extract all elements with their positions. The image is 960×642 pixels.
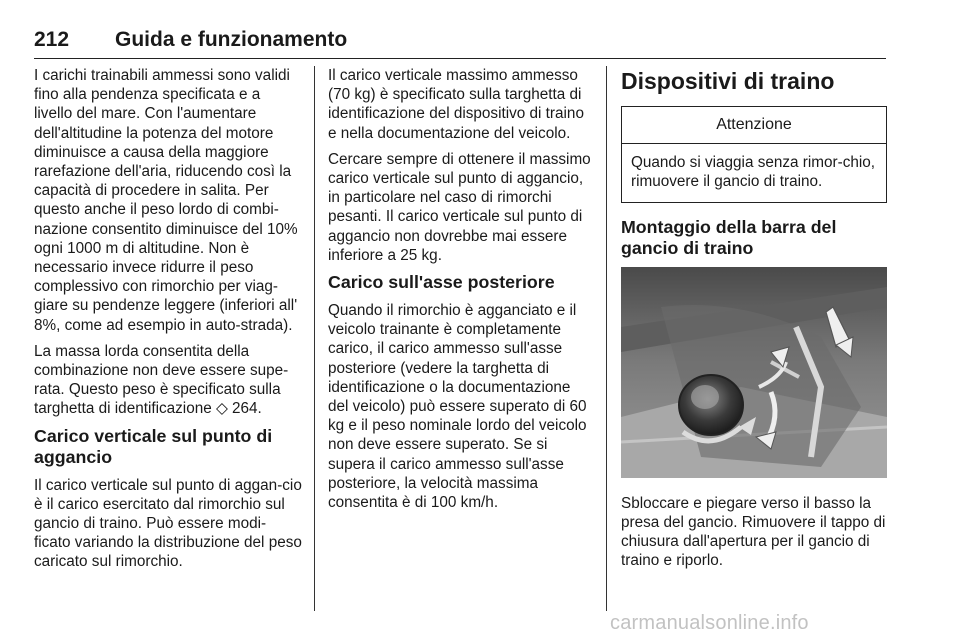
section-title-towing-devices: Dispositivi di traino [621,68,835,94]
paragraph-trailer-loads: I carichi trainabili ammessi sono validi fino alla pendenza specificata e a livello del mare. Con l'aumentare dell'altitudine la potenza del motore diminuisce a causa della maggiore rarefazione dell'aria, riducendo così la capacità di procedere in salita. Per questo anche il peso lordo di combi-nazione consentito diminuisce del 10% ogni 1000 m di altitudine. Non è necessario invece ridurre il peso complessivo con rimorchio per viag-giare su pendenze leggere (inferiori all' 8%, come ad esempio in auto-strada). [34,67,298,334]
photo-caption: Sbloccare e piegare verso il basso la presa del gancio. Rimuovere il tappo di chiusura dall'apertura per il gancio di traino e riporlo. [621,494,886,570]
paragraph-gross-mass [34,342,302,419]
chapter-title: Guida e funzionamento [115,28,348,51]
column-divider [606,66,607,611]
heading-vertical-load: Carico verticale sul punto di aggancio [34,425,273,467]
page-number: 212 [34,28,70,51]
column-divider [314,66,315,611]
towbar-socket-photo [621,267,887,478]
paragraph-rear-axle-load: Quando il rimorchio è agganciato e il veicolo trainante è completamente carico, il carico ammesso sull'asse posteriore (vedere la targhetta di identificazione o la documentazione del veicolo) può essere superato di 60 kg e il peso nominale lordo del veicolo non deve essere superato. Se si supera il carico ammesso sull'asse posteriore, la velocità massima consentita è di 100 km/h. [328,302,587,512]
column-right [621,66,887,577]
warning-box [621,106,887,203]
heading-towbar-mounting: Montaggio della barra del gancio di traino [621,216,837,258]
warning-text: Quando si viaggia senza rimor-chio, rimuovere il gancio di traino. [631,154,876,191]
paragraph-vertical-load: Il carico verticale sul punto di aggan-cio è il carico esercitato dal rimorchio sul gancio di traino. Può essere modi-ficato variando la distribuzione del peso caricato sul rimorchio. [34,476,302,571]
paragraph-gross-mass-text: La massa lorda consentita della combinazione non deve essere supe-rata. Questo peso è specificato sulla targhetta di identificazione [34,342,289,418]
heading-rear-axle-load: Carico sull'asse posteriore [328,272,555,293]
paragraph-heavy-trailers: Cercare sempre di ottenere il massimo carico verticale sul punto di aggancio, in particolare nel caso di rimorchi pesanti. Il carico verticale sul punto di aggancio non dovrebbe mai essere inferiore a 25 kg. [328,150,591,264]
page-header [34,18,886,59]
column-left [34,66,302,579]
page-reference-arrow-icon: ◇ [215,400,228,418]
watermark: carmanualsonline.info [610,612,809,634]
page-reference-link[interactable]: 264. [232,400,262,418]
paragraph-max-vertical-load: Il carico verticale massimo ammesso (70 kg) è specificato sulla targhetta di identificazione del dispositivo di traino e nella documentazione del veicolo. [328,67,584,142]
column-middle [328,66,594,519]
warning-title: Attenzione [622,107,886,144]
